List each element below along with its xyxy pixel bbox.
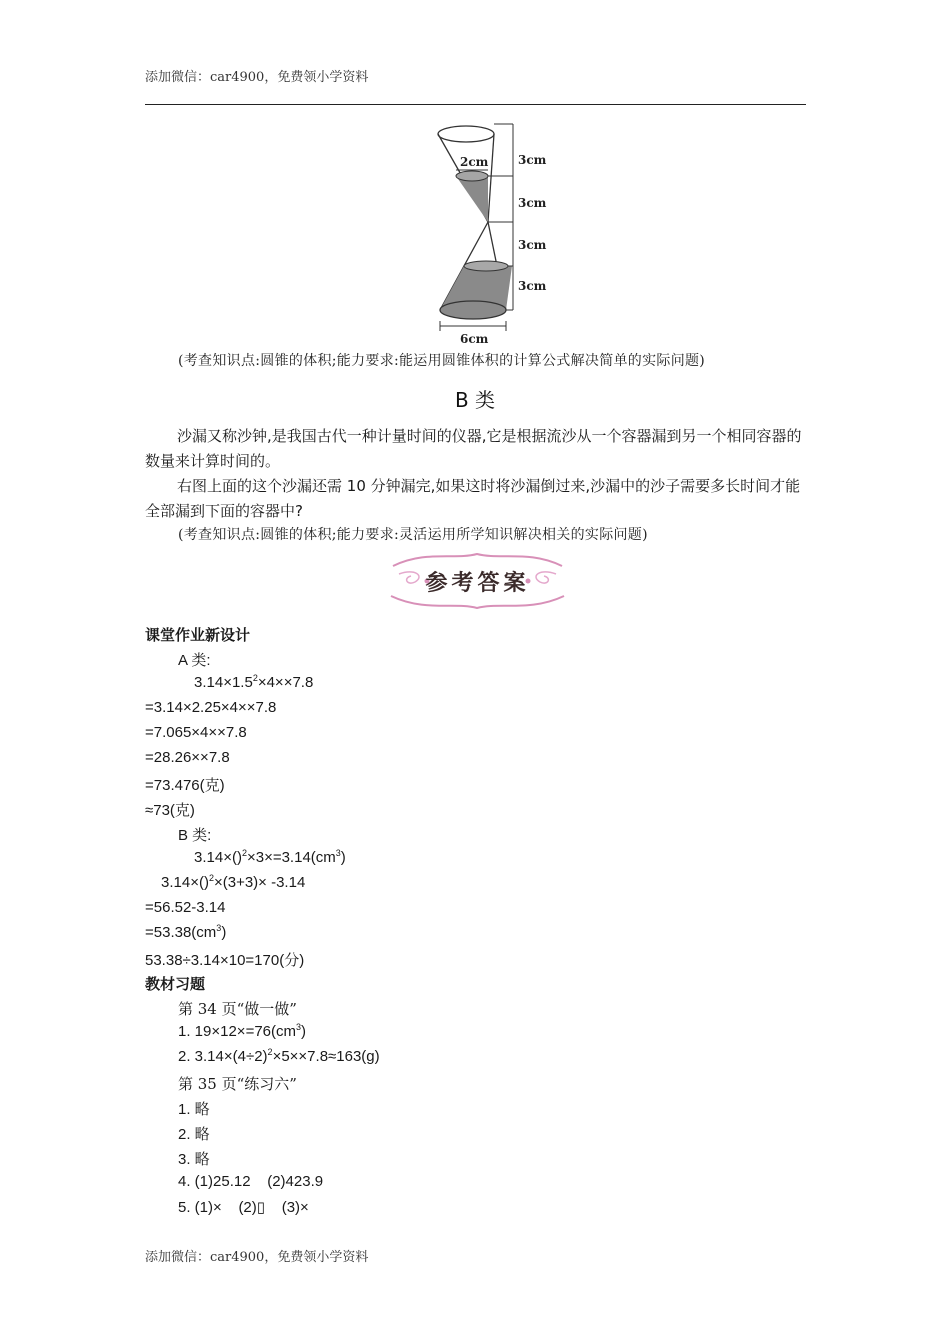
answer-a-line-1: $3.14\times 1.5^2\times 4\times\times 7.8$: [194, 673, 314, 691]
page-footer: 添加微信：car4900，免费领小学资料: [145, 1250, 369, 1265]
textbook-page-35: 第 35 页“练习六”: [178, 1075, 297, 1093]
p35-item-5: 5. (1)× (2)▯ (3)×: [178, 1199, 309, 1216]
p35-item-2: 2. 略: [178, 1126, 210, 1143]
answer-b-line-5: 53.38÷3.14×10=170(分): [145, 952, 305, 969]
top-diameter-label: 2cm: [460, 155, 489, 169]
p34-item-1: 1. $19\times 12\times=76(cm^3)$: [178, 1022, 307, 1040]
textbook-page-34: 第 34 页“做一做”: [178, 1000, 297, 1018]
p35-item-1: 1. 略: [178, 1101, 210, 1118]
p35-item-3: 3. 略: [178, 1151, 210, 1168]
answer-b-line-2: 3.14×()$^2$×(3+3)× -3.14: [161, 873, 306, 891]
p34-item-2: 2. $3.14\times(4\div 2)^2\times 5\times\times 7.8\approx 163(g)$: [178, 1047, 380, 1065]
answer-banner-text: 参考答案: [425, 570, 530, 596]
answer-a-line-6: ≈73(克): [145, 802, 195, 819]
section-b-title: B 类: [454, 388, 496, 412]
bottom-sand-surface: [464, 261, 508, 271]
section-b-paragraph-2: 右图上面的这个沙漏还需 10 分钟漏完,如果这时将沙漏倒过来,沙漏中的沙子需要多长时间才能全部漏到下面的容器中?: [145, 477, 801, 520]
height-label-4: 3cm: [518, 279, 547, 293]
knowledge-note-b: (考查知识点:圆锥的体积;能力要求:灵活运用所学知识解决相关的实际问题): [178, 527, 648, 543]
top-sand-surface: [456, 171, 488, 181]
page-header: 添加微信：car4900，免费领小学资料: [145, 70, 369, 85]
answer-a-line-3: =7.065×4××7.8: [145, 724, 247, 741]
answer-a-line-5: =73.476(克): [145, 777, 225, 794]
height-label-1: 3cm: [518, 153, 547, 167]
height-label-3: 3cm: [518, 238, 547, 252]
top-cone-rim: [438, 126, 494, 142]
knowledge-note-a: (考查知识点:圆锥的体积;能力要求:能运用圆锥体积的计算公式解决简单的实际问题): [178, 353, 706, 369]
answer-b-label: B 类:: [178, 827, 212, 844]
answer-a-label: A 类:: [178, 652, 211, 669]
top-cone-right-edge: [488, 134, 494, 222]
header-divider: [145, 104, 806, 105]
height-label-2: 3cm: [518, 196, 547, 210]
bottom-cone-base: [440, 301, 506, 319]
answer-banner: [385, 546, 570, 616]
bottom-diameter-label: 6cm: [460, 332, 489, 346]
answer-a-line-4: =28.26××7.8: [145, 749, 230, 766]
answers-heading-1: 课堂作业新设计: [145, 626, 251, 644]
answers-heading-2: 教材习题: [145, 975, 206, 993]
answer-b-line-3: =56.52-3.14: [145, 899, 226, 916]
hourglass-figure: [420, 118, 560, 350]
p35-item-4: 4. (1)25.12 (2)423.9: [178, 1173, 324, 1190]
answer-b-line-4: $=53.38(cm^3)$: [145, 923, 227, 941]
answer-a-line-2: =3.14×2.25×4××7.8: [145, 699, 277, 716]
top-sand: [456, 176, 488, 222]
section-b-paragraph-1: 沙漏又称沙钟,是我国古代一种计量时间的仪器,它是根据流沙从一个容器漏到另一个相同容器的数量来计算时间的。: [145, 427, 802, 470]
answer-b-line-1: $3.14\times()^2\times 3\times=3.14(cm^3)$: [194, 848, 346, 866]
